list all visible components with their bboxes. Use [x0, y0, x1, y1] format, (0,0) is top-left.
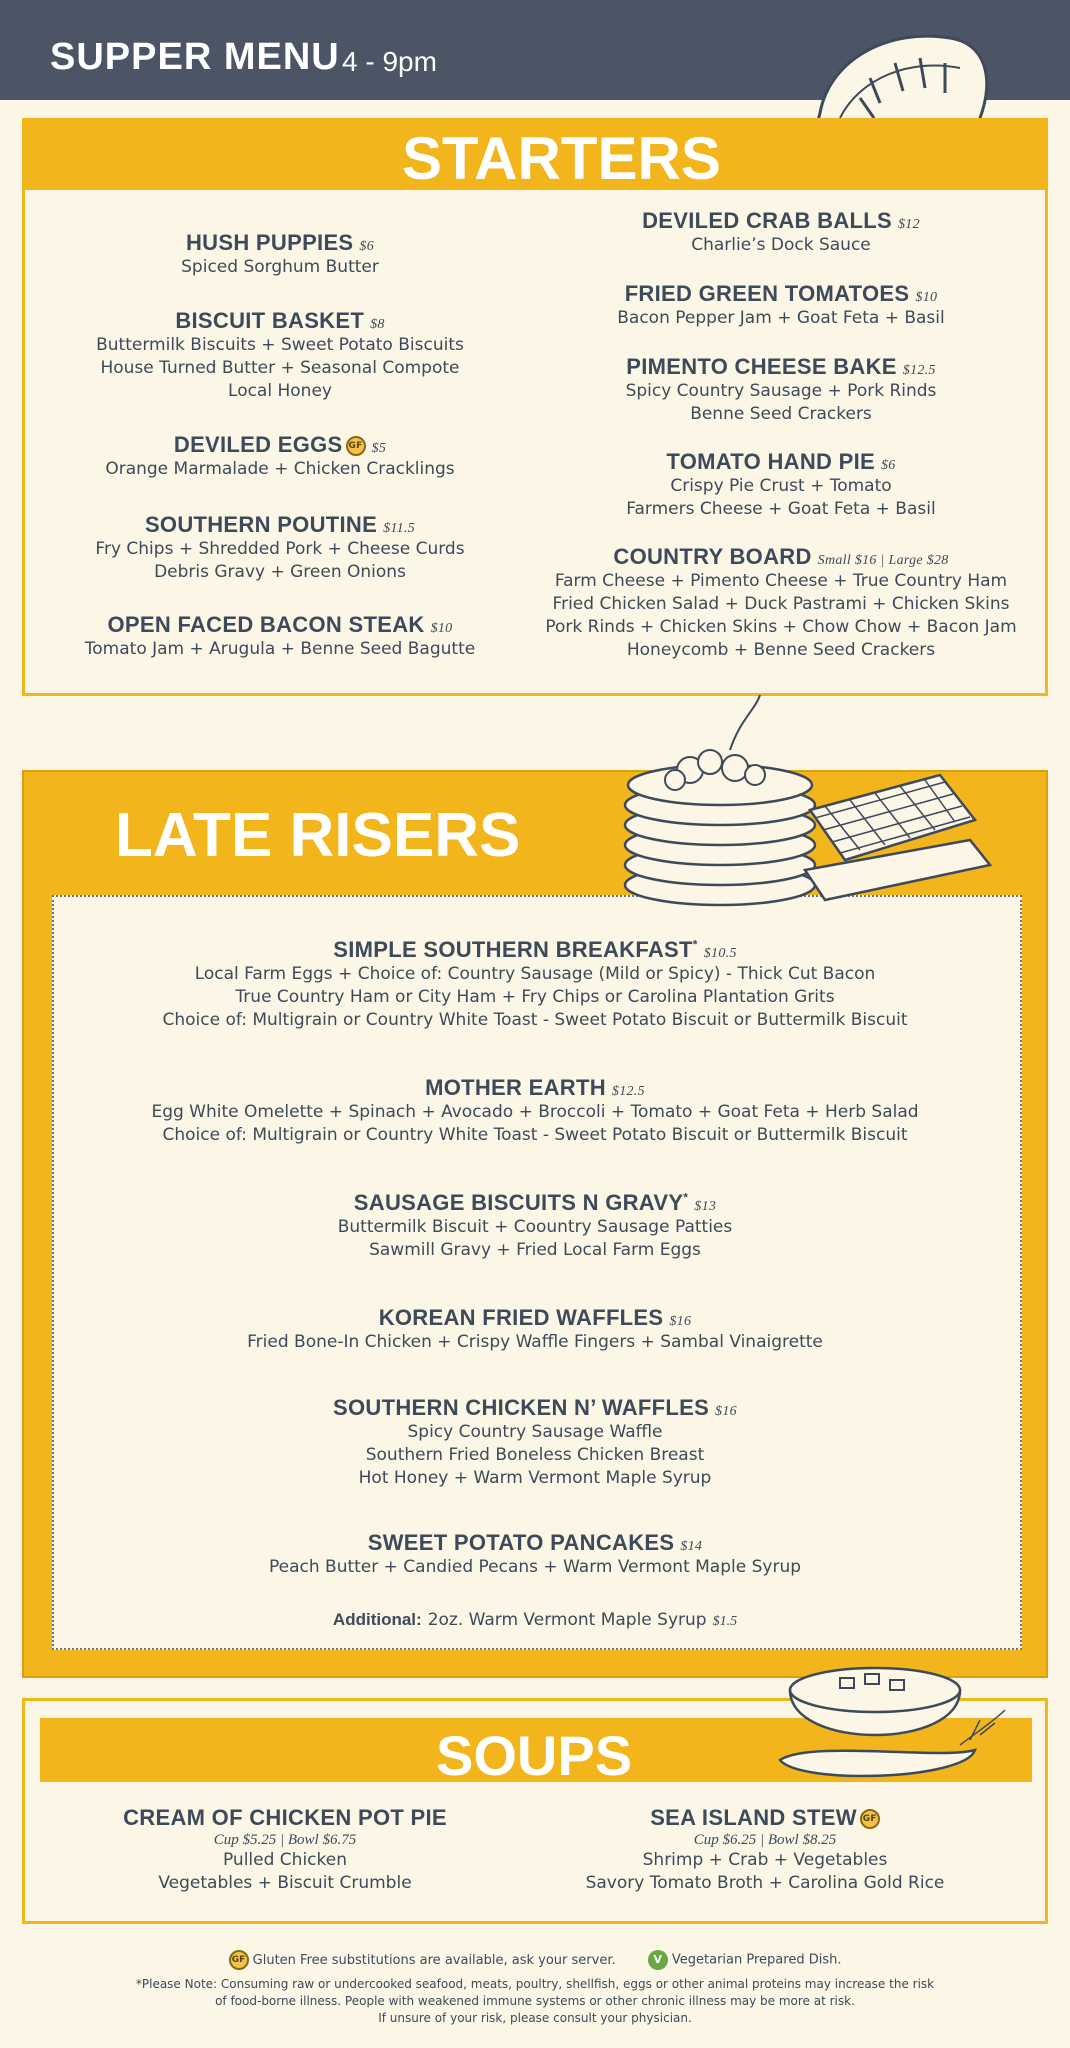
item-description: Choice of: Multigrain or Country White Toast - Sweet Potato Biscuit or Buttermilk Biscuit [162, 1010, 908, 1030]
item-name: CREAM OF CHICKEN POT PIE [123, 1805, 447, 1830]
additional-text: 2oz. Warm Vermont Maple Syrup [427, 1610, 707, 1630]
item-description: Buttermilk Biscuit + Coountry Sausage Patties [337, 1217, 733, 1237]
item-description: House Turned Butter + Seasonal Compote [100, 358, 460, 378]
menu-item [40, 308, 520, 403]
item-description: Vegetables + Biscuit Crumble [158, 1873, 412, 1893]
item-description: Egg White Omelette + Spinach + Avocado + Broccoli + Tomato + Goat Feta + Herb Salad [151, 1102, 919, 1122]
item-price: $12 [897, 217, 920, 232]
item-price: $13 [694, 1199, 717, 1214]
menu-item [526, 208, 1036, 257]
item-description: Local Farm Eggs + Choice of: Country Sausage (Mild or Spicy) - Thick Cut Bacon [194, 964, 876, 984]
item-description: Honeycomb + Benne Seed Crackers [626, 640, 936, 660]
menu-item [60, 937, 1010, 1032]
additional-note [60, 1608, 1010, 1633]
menu-item [40, 230, 520, 279]
item-name-row [60, 1530, 1010, 1556]
item-name-row [526, 544, 1036, 570]
menu-item [60, 1190, 1010, 1262]
menu-item [60, 1305, 1010, 1354]
item-name-row [526, 449, 1036, 475]
advisory-line: *Please Note: Consuming raw or undercooked seafood, meats, poultry, shellfish, eggs or other animal proteins may increase the risk [135, 1977, 935, 1991]
item-name-row [520, 1805, 1010, 1831]
item-name: OPEN FACED BACON STEAK [107, 612, 425, 637]
item-name-row [40, 230, 520, 256]
additional-label: Additional: [332, 1610, 422, 1629]
item-price: $16 [715, 1404, 737, 1419]
item-asterisk: * [692, 937, 698, 952]
menu-item [526, 449, 1036, 521]
menu-item [526, 281, 1036, 330]
item-description: Debris Gravy + Green Onions [154, 562, 406, 582]
item-price: $6 [359, 239, 375, 254]
menu-item [526, 544, 1036, 662]
item-name-row [60, 1190, 1010, 1216]
item-name: KOREAN FRIED WAFFLES [378, 1305, 664, 1330]
item-price: $6 [881, 458, 896, 473]
additional-row [60, 1608, 1010, 1633]
item-description: Spiced Sorghum Butter [181, 257, 379, 277]
item-description: Farm Cheese + Pimento Cheese + True Country Ham [554, 571, 1008, 591]
item-name: PIMENTO CHEESE BAKE [626, 354, 897, 379]
item-description: Peach Butter + Candied Pecans + Warm Vermont Maple Syrup [268, 1557, 802, 1577]
item-description: Southern Fried Boneless Chicken Breast [365, 1445, 705, 1465]
item-name-row [60, 1075, 1010, 1101]
menu-title: SUPPER MENU [50, 36, 340, 78]
item-name: SIMPLE SOUTHERN BREAKFAST [333, 937, 693, 962]
item-description: Buttermilk Biscuits + Sweet Potato Biscuits [96, 335, 464, 355]
menu-item [40, 512, 520, 584]
item-description: Bacon Pepper Jam + Goat Feta + Basil [617, 308, 945, 328]
item-description: Local Honey [228, 381, 332, 401]
item-name-row [60, 1395, 1010, 1421]
item-description: Fried Bone-In Chicken + Crispy Waffle Fingers + Sambal Vinaigrette [247, 1332, 823, 1352]
gluten-free-note: Gluten Free substitutions are available, ask your server. [252, 1952, 616, 1968]
item-description: Spicy Country Sausage + Pork Rinds [625, 381, 937, 401]
advisory-line: of food-borne illness. People with weakened immune systems or other chronic illness may be more at risk. [215, 1994, 855, 2008]
item-price: $5 [371, 441, 387, 456]
item-price: $16 [669, 1314, 692, 1329]
item-name: COUNTRY BOARD [613, 544, 812, 569]
item-description: Crispy Pie Crust + Tomato [670, 476, 892, 496]
item-sizes: Cup $6.25 | Bowl $8.25 [693, 1832, 837, 1848]
item-description: True Country Ham or City Ham + Fry Chips or Carolina Plantation Grits [235, 987, 835, 1007]
item-price: $12.5 [902, 363, 936, 378]
consumer-advisory [0, 1976, 1070, 2027]
menu-item [40, 432, 520, 481]
item-name-row [40, 612, 520, 638]
pancakes-waffles-illustration [610, 690, 1000, 915]
menu-footer [0, 1950, 1070, 2027]
item-description: Shrimp + Crab + Vegetables [642, 1850, 888, 1870]
item-description: Spicy Country Sausage Waffle [407, 1422, 663, 1442]
item-name: SAUSAGE BISCUITS N GRAVY [353, 1190, 684, 1215]
menu-item [526, 354, 1036, 426]
item-price: $10 [915, 290, 938, 305]
menu-hours: 4 - 9pm [342, 46, 437, 77]
soup-bowl-illustration [770, 1640, 1010, 1790]
item-name: DEVILED EGGS [173, 432, 343, 457]
item-description: Pulled Chicken [222, 1850, 347, 1870]
item-description: Charlie’s Dock Sauce [691, 235, 871, 255]
item-description: Savory Tomato Broth + Carolina Gold Rice [585, 1873, 945, 1893]
item-price: $8 [370, 317, 385, 332]
item-name-row [526, 208, 1036, 234]
menu-item [60, 1075, 1010, 1147]
starters-banner [22, 118, 1048, 190]
item-description: Fried Chicken Salad + Duck Pastrami + Chicken Skins [552, 594, 1010, 614]
item-description: Pork Rinds + Chicken Skins + Chow Chow + Bacon Jam [545, 617, 1017, 637]
item-name: TOMATO HAND PIE [666, 449, 875, 474]
item-description: Tomato Jam + Arugula + Benne Seed Bagutte [84, 639, 476, 659]
item-name: MOTHER EARTH [425, 1075, 606, 1100]
item-name: SOUTHERN POUTINE [144, 512, 378, 537]
item-name-row [526, 281, 1036, 307]
item-name-row [60, 937, 1010, 963]
gluten-free-icon: GF [229, 1950, 249, 1970]
vegetarian-icon: V [648, 1950, 668, 1970]
item-name: SEA ISLAND STEW [650, 1805, 857, 1830]
item-asterisk: * [683, 1190, 689, 1205]
item-sizes: Cup $5.25 | Bowl $6.75 [213, 1832, 357, 1848]
gluten-free-icon: GF [860, 1809, 880, 1829]
additional-price: $1.5 [712, 1614, 738, 1629]
menu-item [60, 1530, 1010, 1579]
item-name: DEVILED CRAB BALLS [642, 208, 892, 233]
item-name: HUSH PUPPIES [185, 230, 354, 255]
item-price: $10.5 [703, 946, 737, 961]
footer-legend [0, 1950, 1070, 1970]
menu-item [520, 1805, 1010, 1895]
starters-title: STARTERS [402, 125, 721, 192]
vegetarian-note: Vegetarian Prepared Dish. [671, 1952, 842, 1968]
item-description: Sawmill Gravy + Fried Local Farm Eggs [369, 1240, 701, 1260]
item-description: Choice of: Multigrain or Country White Toast - Sweet Potato Biscuit or Buttermilk Biscuit [162, 1125, 908, 1145]
item-description: Benne Seed Crackers [690, 404, 872, 424]
item-price: $12.5 [611, 1084, 645, 1099]
item-name-row [40, 308, 520, 334]
late-risers-title: LATE RISERS [115, 801, 521, 870]
gluten-free-icon: GF [346, 436, 366, 456]
item-name: SWEET POTATO PANCAKES [367, 1530, 675, 1555]
menu-item [60, 1395, 1010, 1490]
item-description: Hot Honey + Warm Vermont Maple Syrup [358, 1468, 712, 1488]
item-description: Fry Chips + Shredded Pork + Cheese Curds [95, 539, 465, 559]
menu-item [40, 1805, 530, 1895]
item-description: Farmers Cheese + Goat Feta + Basil [626, 499, 936, 519]
advisory-line: If unsure of your risk, please consult your physician. [378, 2011, 692, 2025]
item-name: BISCUIT BASKET [175, 308, 365, 333]
item-name-row [40, 432, 520, 458]
item-price: $10 [430, 621, 453, 636]
item-price: $14 [680, 1539, 703, 1554]
soups-title: SOUPS [436, 1724, 633, 1787]
item-name: FRIED GREEN TOMATOES [624, 281, 910, 306]
item-name-row [40, 512, 520, 538]
item-price: Small $16 | Large $28 [817, 553, 949, 568]
item-price: $11.5 [383, 521, 416, 536]
item-name-row [526, 354, 1036, 380]
item-name-row [60, 1305, 1010, 1331]
item-name-row [40, 1805, 530, 1831]
item-name: SOUTHERN CHICKEN N’ WAFFLES [333, 1395, 710, 1420]
item-description: Orange Marmalade + Chicken Cracklings [105, 459, 455, 479]
menu-item [40, 612, 520, 661]
